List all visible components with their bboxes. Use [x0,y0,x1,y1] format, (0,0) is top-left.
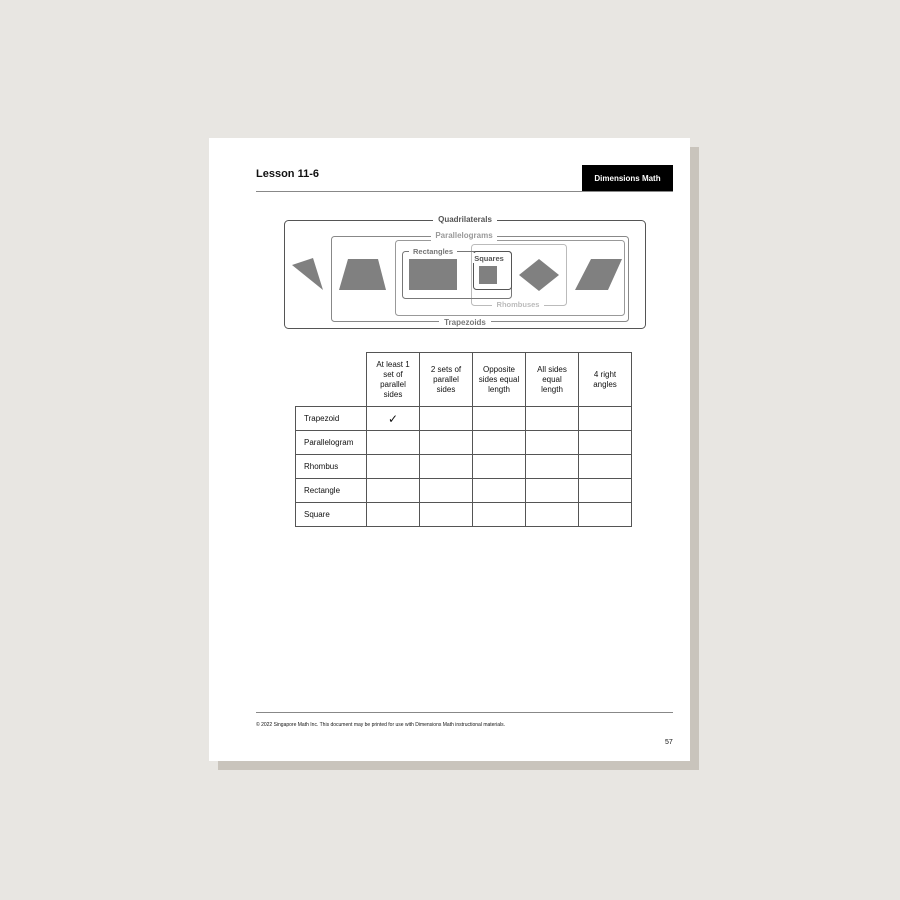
general-quadrilateral-shape [292,258,323,290]
check-cell[interactable] [473,407,526,431]
worksheet-page [209,138,690,761]
copyright-notice: © 2022 Singapore Math Inc. This document may be printed for use with Dimensions Math instructional materials. [256,722,505,728]
check-cell[interactable] [420,455,473,479]
check-cell[interactable] [526,479,579,503]
check-cell[interactable] [579,407,632,431]
check-cell[interactable] [420,407,473,431]
check-cell[interactable] [473,479,526,503]
table-row [296,479,632,503]
row-label: Rhombus [296,455,367,479]
check-cell[interactable] [579,503,632,527]
check-cell[interactable] [579,431,632,455]
check-cell[interactable] [420,503,473,527]
square-shape [479,266,497,284]
check-cell[interactable] [526,431,579,455]
column-header: All sides equal length [526,353,579,407]
lesson-title: Lesson 11-6 [256,168,319,180]
brand-badge: Dimensions Math [582,165,673,192]
column-header: 2 sets of parallel sides [420,353,473,407]
parallelograms-label: Parallelograms [435,231,493,240]
table-row [296,431,632,455]
page-number: 57 [665,739,673,746]
table-header-row [296,353,632,407]
quadrilaterals-label: Quadrilaterals [438,215,492,224]
check-cell[interactable] [579,479,632,503]
check-cell[interactable] [420,431,473,455]
check-cell[interactable] [367,431,420,455]
table-row [296,407,632,431]
column-header: Opposite sides equal length [473,353,526,407]
rectangle-shape [409,259,457,290]
table-corner [296,353,367,407]
quadrilateral-venn-diagram [209,138,690,338]
properties-table [295,352,632,527]
check-cell[interactable] [526,455,579,479]
column-header: At least 1 set of parallel sides [367,353,420,407]
rhombuses-label: Rhombuses [496,300,540,309]
footer-divider [256,712,673,713]
row-label: Square [296,503,367,527]
trapezoids-label: Trapezoids [444,318,486,327]
rectangles-label: Rectangles [412,247,454,256]
check-cell[interactable] [367,455,420,479]
check-cell[interactable]: ✓ [367,407,420,431]
check-cell[interactable] [473,455,526,479]
check-cell[interactable] [526,503,579,527]
squares-label: Squares [474,254,504,263]
check-cell[interactable] [579,455,632,479]
check-cell[interactable] [473,503,526,527]
row-label: Rectangle [296,479,367,503]
check-cell[interactable] [367,503,420,527]
check-cell[interactable] [526,407,579,431]
trapezoid-shape [339,259,386,290]
rhombus-shape [519,259,559,291]
check-cell[interactable] [367,479,420,503]
check-cell[interactable] [420,479,473,503]
table-row [296,455,632,479]
row-label: Trapezoid [296,407,367,431]
parallelogram-shape [575,259,622,290]
check-cell[interactable] [473,431,526,455]
row-label: Parallelogram [296,431,367,455]
column-header: 4 right angles [579,353,632,407]
table-row [296,503,632,527]
